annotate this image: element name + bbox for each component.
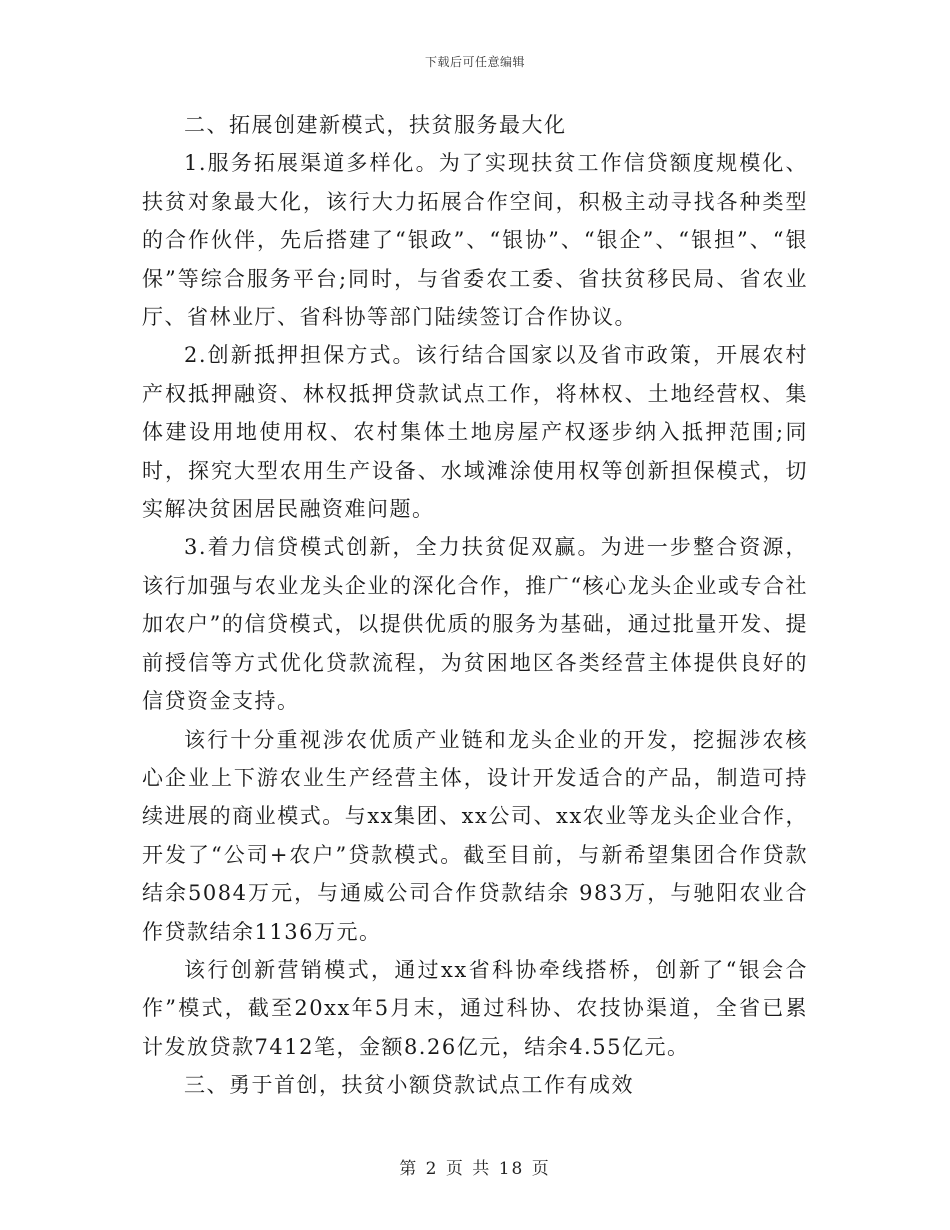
page-number: 第 2 页 共 18 页 [399, 1159, 551, 1179]
paragraph-marketing-model: 该行创新营销模式，通过xx省科协牵线搭桥，创新了“银会合作”模式，截至20xx年5月末，通过科协、农技协渠道，全省已累计发放贷款7412笔，金额8.26亿元，结余4.55亿元。 [142, 957, 808, 1059]
paragraph-service-channels: 1.服务拓展渠道多样化。为了实现扶贫工作信贷额度规模化、扶贫对象最大化，该行大力拓展合作空间，积极主动寻找各种类型的合作伙伴，先后搭建了“银政”、“银协”、“银企”、“银担”、“银保”等综合服务平台;同时，与省委农工委、省扶贫移民局、省农业厅、省林业厅、省科协等部门陆续签订合作协议。 [142, 151, 808, 330]
section-heading-3: 三、勇于首创，扶贫小额贷款试点工作有成效 [184, 1073, 634, 1098]
section-heading-2: 二、拓展创建新模式，扶贫服务最大化 [184, 113, 567, 137]
page-header-note: 下载后可任意编辑 [424, 55, 525, 69]
paragraph-credit-model: 3.着力信贷模式创新，全力扶贫促双赢。为进一步整合资源，该行加强与农业龙头企业的深化合作，推广“核心龙头企业或专合社加农户”的信贷模式，以提供优质的服务为基础，通过批量开发、提前授信等方式优化贷款流程，为贫困地区各类经营主体提供良好的信贷资金支持。 [142, 535, 808, 714]
paragraph-industry-chain: 该行十分重视涉农优质产业链和龙头企业的开发，挖掘涉农核心企业上下游农业生产经营主体，设计开发适合的产品，制造可持续进展的商业模式。与xx集团、xx公司、xx农业等龙头企业合作，开发了“公司+农户”贷款模式。截至目前，与新希望集团合作贷款结余5084万元，与通威公司合作贷款结余 983万，与驰阳农业合作贷款结余1136万元。 [142, 727, 808, 944]
paragraph-collateral-innovation: 2.创新抵押担保方式。该行结合国家以及省市政策，开展农村产权抵押融资、林权抵押贷款试点工作，将林权、土地经营权、集体建设用地使用权、农村集体土地房屋产权逐步纳入抵押范围;同时，探究大型农用生产设备、水域滩涂使用权等创新担保模式，切实解决贫困居民融资难问题。 [142, 343, 808, 522]
document-body [142, 106, 808, 1105]
